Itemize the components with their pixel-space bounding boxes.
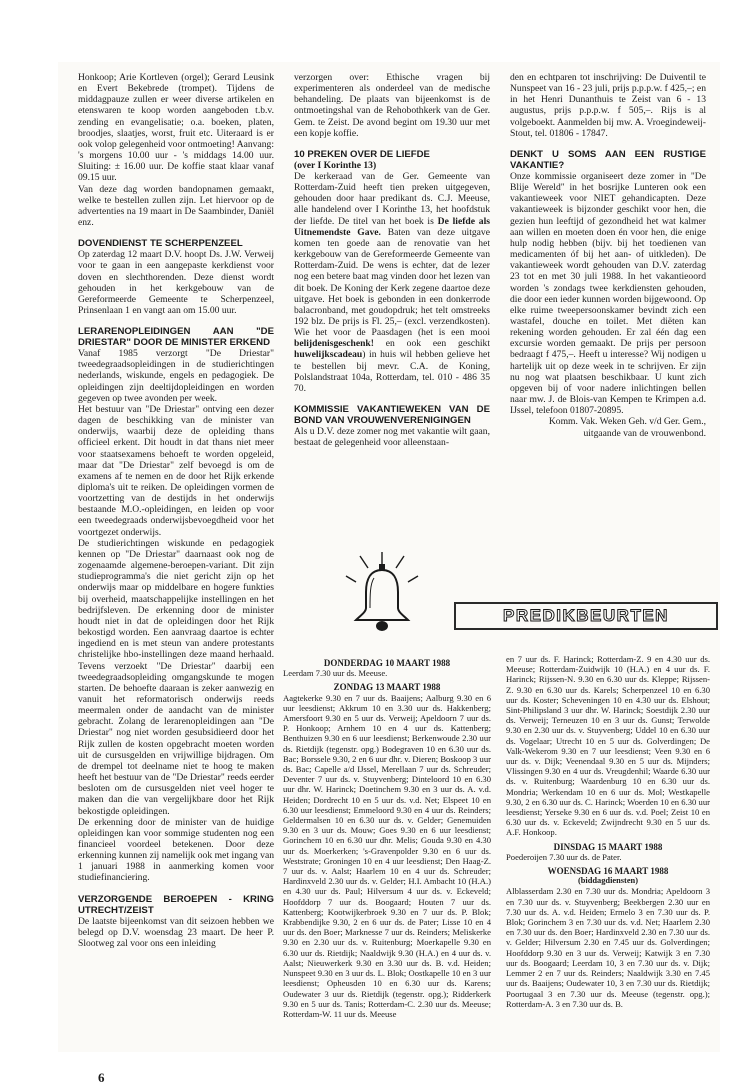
column-2 bbox=[294, 72, 490, 448]
bell-icon bbox=[332, 546, 432, 646]
article-text: Van deze dag worden bandopnamen gemaakt, welke te bestellen zullen zijn. Let hiervoor op de advertenties na 19 maart in De Saambinder, Daniël enz. bbox=[78, 183, 274, 229]
magazine-page bbox=[58, 62, 720, 1085]
predikbeurten-banner bbox=[272, 540, 720, 648]
schedule-text: Aagtekerke 9.30 en 7 uur ds. Baaijens; Aalburg 9.30 en 6 uur leesdienst; Akkrum 10 en 3.30 uur ds. Hakkenberg; Amersfoort 9.30 en 5 uur ds. Verweij; Apeldoorn 7 uur ds. P. Honkoop; Arnhem 10 en 4 uur ds. Kattenberg; Benthuizen 9.30 en 6 uur leesdienst; Berkenwoude 2.30 uur ds. Rietdijk (tegenstr. opg.) Bodegraven 10 en 6.30 uur ds. Bac; Borssele 9.30, 2 en 6 uur dhr. v. Dieren; Boskoop 3 uur ds. Bac; Capelle a/d IJssel, Merellaan 7 uur ds. Schreuder; Deventer 7 uur ds. v. Stuyvenberg; Dinteloord 10 en 6.30 uur dhr. W. Harinck; Doetinchem 9.30 en 3 uur ds. A. v.d. Heiden; Dordrecht 10 en 5 uur ds. v.d. Net; Elspeet 10 en 6.30 uur leesdienst; Emmeloord 9.30 en 4 uur ds. Reinders; Geldermalsen 10 en 6.30 uur ds. v. Gelder; Genemuiden 9.30 en 3 uur ds. Mouw; Goes 9.30 en 6 uur leesdienst; Gorinchem 10 en 6.30 uur dhr. Melis; Gouda 9.30 en 4.30 uur ds. Moerkerken; 's-Gravenpolder 9.30 en 6 uur ds. Weststrate; Groningen 10 en 4 uur leesdienst; Den Haag-Z. 7 uur ds. v. Aalst; Haarlem 10 en 4 uur ds. Schreuder; Hardinxveld 2.30 uur ds. v. Gelder; H.I. Ambacht 10 (H.A.) en 4.30 uur ds. Paul; Hilversum 4 uur ds. v. Eckeveld; Hoofddorp 7 uur ds. Boogaard; Houten 7 uur ds. Kattenberg; Kootwijkerbroek 9.30 en 7 uur ds. P. Blok; Krabbendijke 9.30, 2 en 6 uur ds. de Pater; Lisse 10 en 4 uur ds. den Boer; Marknesse 7 uur ds. Reinders; Meliskerke 9.30 en 2.30 uur ds. v. Ruitenburg; Moerkapelle 9.30 en 6.30 uur ds. Rietdijk; Naaldwijk 9.30 (H.A.) en 4 uur ds. v. Aalst; Nieuwerkerk 9.30 en 3.30 uur ds. B. v.d. Heiden; Nunspeet 9.30 en 3 uur ds. L. Blok; Oostkapelle 10 en 3 uur leesdienst; Opheusden 10 en 6.30 uur ds. Karens; Oudewater 3 uur ds. Rietdijk (tegenstr. opg.); Ridderkerk 9.30 en 5 uur ds. Tanis; Rotterdam-C. 2.30 uur ds. Meeuse; Rotterdam-W. 11 uur ds. Meeuse bbox=[283, 692, 491, 1019]
article-text: De laatste bijeenkomst van dit seizoen hebben we belegd op D.V. woensdag 23 maart. De heer P. Slootweg zal voor ons een inleiding bbox=[78, 915, 274, 949]
column-3 bbox=[510, 72, 706, 439]
article-text: den en echtparen tot inschrijving: De Duiventil te Nunspeet van 16 - 23 juli, prijs p.p.p.w. f 425,–; en in het Henri Dunanthuis te Zeist van 6 - 13 augustus, prijs p.p.p.w. f 505,–. Rijs is al volgeboekt. Aanmelden bij mw. A. Vroegindeweij-Stout, tel. 01806 - 17847. bbox=[510, 72, 706, 139]
article-text: De studierichtingen wiskunde en pedagogiek kennen op "De Driestar" daarnaast ook nog de zogenaamde algemene-beroepen-variant. Dit zijn studieprogramma's die niet gericht zijn op het onderwijs maar op middelbare en hogere funkties bij overheid, maatschappelijke instellingen en het bedrijfsleven. De erkenning door de minister houdt niet in dat de opleidingen door het Rijk bekostigd worden. Een aanvraag daartoe is echter ingediend en is met steun van andere protestants christelijke hbo-instellingen deze maand herhaald. Tevens verzoekt "De Driestar" daarbij een tweedegraadsopleiding omgangskunde te mogen starten. De behoefte daaraan is zeker aanwezig en vanuit het reformatorisch onderwijs reeds meermalen onder de aandacht van de minister gebracht. Zolang de lerarenopleidingen aan "De Driestar" nog niet worden gesubsidieerd door het Rijk zullen de kosten opgebracht moeten worden uit de cursusgelden en vrijwillige bijdragen. Om de drempel tot deelname niet te hoog te maken heeft het bestuur van de "De Driestar" reeds eerder besloten om de cursusgelden niet veel hoger te maken dan die van vergelijkbare door het Rijk bekostigde opleidingen. bbox=[78, 537, 274, 817]
banner-title: PREDIKBEURTEN bbox=[503, 606, 669, 625]
article-heading: VERZORGENDE BEROEPEN - KRING UTRECHT/ZEIST bbox=[78, 893, 274, 916]
schedule-text: en 7 uur ds. F. Harinck; Rotterdam-Z. 9 en 4.30 uur ds. Meeuse; Rotterdam-Zuidwijk 10 (H.A.) en 4 uur ds. F. Harinck; Rijssen-N. 9.30 en 6.30 uur ds. Kleppe; Rijssen-Z. 9.30 en 6.30 uur ds. Karels; Scherpenzeel 10 en 6.30 uur ds. Koster; Scheveningen 10 en 4.30 uur ds. Elshout; Sint-Philipsland 3 uur dhr. W. Harinck; Soestdijk 2.30 uur ds. Verweij; Terneuzen 10 en 3 uur ds. Gunst; Terwolde 9.30 en 2.30 uur ds. v. Stuyvenberg; Uddel 10 en 6.30 uur ds. Vogelaar; Utrecht 10 en 5 uur ds. Golverdingen; De Valk-Wekerom 9.30 en 7 uur leesdienst; Veen 9.30 en 6 uur ds. v. Dijk; Veenendaal 9.30 en 5 uur ds. Mijnders; Vlissingen 9.30 en 4 uur ds. Vreugdenhil; Waarde 6.30 uur ds. v. Ruitenburg; Waardenburg 10 en 6.30 uur ds. Mondria; Werkendam 10 en 6 uur ds. Mol; Westkapelle 9.30, 2 en 6.30 uur ds. C. Harinck; Woerden 10 en 6.30 uur leesdienst; Yerseke 9.30 en 6 uur ds. v.d. Poel; Zeist 10 en 6.30 uur ds. v. Eckeveld; Zwijndrecht 9.30 en 5 uur ds. A.F. Honkoop. bbox=[506, 654, 710, 838]
schedule-text: Alblasserdam 2.30 en 7.30 uur ds. Mondria; Apeldoorn 3 en 7.30 uur ds. v. Stuyvenberg; Beekbergen 2.30 uur en 7.30 uur ds. A. v.d. Heiden; Ermelo 3 en 7.30 uur ds. P. Blok; Gorinchem 3 en 7.30 uur ds. v.d. Net; Haarlem 2.30 en 7.30 uur ds. den Boer; Hardinxveld 2.30 en 7.30 uur ds. v. Gelder; Hilversum 2.30 en 7.45 uur ds. Golverdingen; Hoofddorp 9.30 en 3 uur ds. Verweij; Katwijk 3 en 7.30 uur ds. Boogaard; Leerdam 10, 3 en 7.30 uur ds. v. Dijk; Lemmer 2 en 7 uur ds. Reinders; Naaldwijk 3.30 en 7.45 uur ds. Baaijens; Oudewater 10, 3 en 7.30 uur ds. Rietdijk; Poortugaal 3 en 7.30 uur ds. Meeuse (tegenstr. opg.); Rotterdam-A. 3 en 7.30 uur ds. B. bbox=[506, 886, 710, 1009]
date-heading: ZONDAG 13 MAART 1988 bbox=[333, 682, 441, 693]
article-heading: 10 PREKEN OVER DE LIEFDE bbox=[294, 148, 430, 160]
column-1 bbox=[78, 72, 274, 949]
signature-line: Komm. Vak. Weken Geh. v/d Ger. Gem., bbox=[548, 416, 706, 428]
schedule-text: Poederoijen 7.30 uur ds. de Pater. bbox=[506, 851, 622, 862]
article-text: Vanaf 1985 verzorgt "De Driestar" tweedegraadsopleidingen in de studierichtingen nederlands, wiskunde, engels en pedagogiek. De opleidingen zijn deeltijdopleidingen en worden gegeven op twee avonden per week. bbox=[78, 348, 274, 404]
article-text: De erkenning door de minister van de huidige opleidingen kan voor sommige studenten nog een financieel voordeel betekenen. Door deze erkenning kunnen zij namelijk ook met ingang van 1 januari 1988 in aanmerking komen voor studiefinanciering. bbox=[78, 816, 274, 884]
banner-title-box bbox=[454, 602, 718, 630]
schedule-text: Leerdam 7.30 uur ds. Meeuse. bbox=[283, 668, 388, 679]
predikbeurten-column-1 bbox=[283, 654, 491, 1019]
date-heading: DINSDAG 15 MAART 1988 bbox=[553, 841, 663, 852]
date-heading: WOENSDAG 16 MAART 1988 bbox=[547, 866, 669, 877]
article-text: Onze kommissie organiseert deze zomer in "De Blije Wereld" in het bosrijke Lunteren ook een vakantieweek voor NIET gehandicapten. Deze vakantieweek is bijzonder geschikt voor hen, die gezien hun leeftijd of gezondheid het wat kalmer aan willen en moeten doen én voor hen, die enige hulp nodig hebben (bijv. bij het toedienen van medicamenten óf bij het aan- of uitkleden). De vakantieweek wordt gehouden van D.V. zaterdag 23 tot en met 30 juli 1988. In het vakantieoord worden 's zondags twee kerkdiensten gehouden, die door een ieder kunnen worden bijgewoond. Op elke ruime tweepersoonskamer bevindt zich een wastafel, douche en toilet. Met diëten kan rekening worden gehouden. Er zal één dag een excursie worden gemaakt. De prijs per persoon bedraagt f 475,–. Heeft u interesse? Wij nodigen u hartelijk uit op deze week in te schrijven. Er zijn nu nog wat plaatsen beschikbaar. U kunt zich opgeven bij of voor nadere inlichtingen bellen naar mw. J. de Blois-van Kempen te Krimpen a.d. IJssel, telefoon 01807-20895. bbox=[510, 170, 706, 417]
article-subheading: (over I Korinthe 13) bbox=[294, 159, 377, 171]
article-text: Op zaterdag 12 maart D.V. hoopt Ds. J.W. Verweij voor te gaan in een aangepaste kerkdienst voor doven en slechthorenden. Deze dienst wordt gehouden in het kerkgebouw van de Gereformeerde Gemeente te Scherpenzeel, Prinsenlaan 1 en vangt aan om 15.00 uur. bbox=[78, 249, 274, 316]
page-number: 6 bbox=[98, 1070, 105, 1085]
article-heading: LERARENOPLEIDINGEN AAN "DE DRIESTAR" DOOR DE MINISTER ERKEND bbox=[78, 326, 274, 349]
article-heading: KOMMISSIE VAKANTIEWEKEN VAN DE BOND VAN VROUWENVERENIGINGEN bbox=[294, 404, 490, 427]
article-text: Als u D.V. deze zomer nog met vakantie wilt gaan, bestaat de gelegenheid voor alleenstaan- bbox=[294, 426, 490, 449]
article-heading: DENKT U SOMS AAN EEN RUSTIGE VAKANTIE? bbox=[510, 148, 706, 171]
article-text: verzorgen over: Ethische vragen bij experimenteren als onderdeel van de medische behandeling. De plaats van bijeenkomst is de ontmoetingshal van de Rehobothkerk van de Ger. Gem. te Zeist. De avond begint om 19.30 uur met een kopje koffie. bbox=[294, 72, 490, 139]
article-heading: DOVENDIENST TE SCHERPENZEEL bbox=[78, 238, 243, 250]
article-text: De kerkeraad van de Ger. Gemeente van Rotterdam-Zuid heeft tien preken uitgegeven, gehouden door haar predikant ds. C.J. Meeuse, alle handelend over I Korinthe 13, het hoofdstuk der liefde. De titel van het boek is De liefde als Uitnemendste Gave. Baten van deze uitgave komen ten goede aan de renovatie van het kerkgebouw van de Gereformeerde Gemeente van Rotterdam-Zuid. De wens is echter, dat de lezer nog een betere baat mag vinden door het lezen van dit boek. De Koning der Kerk zegene daartoe deze uitgave. Het boek is gebonden in een donkerrode balacronband, met goudopdruk; het telt omstreeks 192 blz. De prijs is Fl. 25,– (excl. verzendkosten). Wie het voor de Paasdagen (het is een mooi belijdenisgeschenk! en ook een geschikt huwelijkscadeau) in huis wil hebben gelieve het te bestellen bij mevr. C.A. de Koning, Polslandstraat 104a, Rotterdam, tel. 010 - 486 35 70. bbox=[294, 170, 491, 394]
date-heading: DONDERDAG 10 MAART 1988 bbox=[323, 658, 451, 668]
article-text: Het bestuur van "De Driestar" ontving een dezer dagen de beschikking van de minister van onderwijs, waarbij deze de opleiding thans officieel erkent. Dit houdt in dat thans niet meer voor staatsexamens behoeft te worden opgeleid, maar dat "De Driestar" zelf bevoegd is om de examens af te nemen en de door het Rijk erkende diploma's uit te reiken. De opleidingen vormen de voortzetting van de destijds in het onderwijs bestaande M.O.-opleidingen, en leiden op voor een tweedegraads onderwijsbevoegdheid voor het voortgezet onderwijs. bbox=[78, 403, 274, 538]
article-text: Honkoop; Arie Kortleven (orgel); Gerard Leusink en Evert Bekebrede (trompet). Tijdens de middagpauze zullen er weer diverse artikelen en etenswaren te koop worden aangeboden t.b.v. zending en evangelisatie; o.a. boeken, platen, broodjes, slaatjes, worst, fruit etc. Uiteraard is er ook volop gelegenheid voor ontmoeting! Aanvang: 's morgens 10.00 uur - 's middags 14.00 uur. Sluiting: ± 16.00 uur. De koffie staat klaar vanaf 09.15 uur. bbox=[78, 72, 274, 184]
predikbeurten-column-2 bbox=[506, 654, 710, 1009]
date-subheading: (biddagdiensten) bbox=[577, 876, 639, 886]
signature-line: uitgaande van de vrouwenbond. bbox=[583, 427, 706, 439]
